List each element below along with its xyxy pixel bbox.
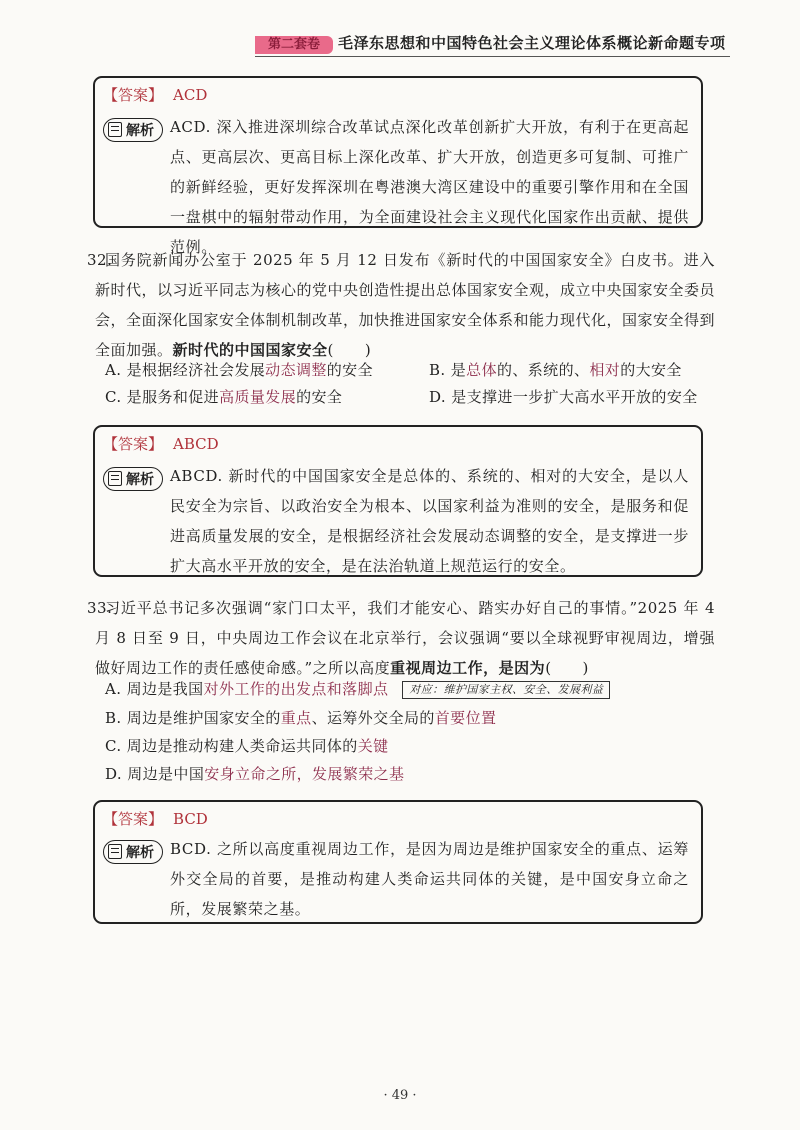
option-highlight: 相对 [589, 361, 621, 379]
section-tab: 第二套卷 [255, 36, 333, 54]
option-text: D. 周边是中国 [105, 765, 205, 783]
answer-row [103, 808, 208, 829]
option-b [105, 703, 496, 733]
answer-row [103, 433, 219, 454]
question-body: 国务院新闻办公室于 2025 年 5 月 12 日发布《新时代的中国国家安全》白皮书。进入新时代，以习近平同志为核心的党中央创造性提出总体国家安全观，成立中央国家安全委员会，全面深化国家安全体制机制改革，加快推进国家安全体系和能力现代化，国家安全得到全面加强。 [95, 251, 716, 359]
answer-label: 【答案】 [103, 810, 164, 828]
notebook-icon [108, 844, 122, 859]
option-text: 的、系统的、 [496, 361, 590, 379]
analysis-label: 解析 [126, 123, 154, 139]
answer-label: 【答案】 [103, 435, 164, 453]
option-highlight: 总体 [466, 361, 497, 379]
question-32 [87, 245, 716, 365]
option-highlight: 高质量发展 [219, 388, 297, 406]
question-body: 习近平总书记多次强调“家门口太平，我们才能安心、踏实办好自己的事情。”2025 年 4 月 8 日至 9 日，中央周边工作会议在北京举行，会议强调“要以全球视野审视周边，增强做好周边工作的责任感使命感。”之所以高度 [95, 599, 715, 677]
option-highlight: 关键 [357, 737, 389, 755]
question-text [95, 593, 715, 683]
analysis-label: 解析 [126, 472, 154, 488]
option-highlight: 重点 [280, 709, 312, 727]
option-highlight: 动态调整 [265, 361, 327, 379]
analysis-label: 解析 [126, 845, 154, 861]
answer-value: ABCD [173, 435, 219, 453]
option-text: B. 是 [429, 361, 467, 379]
option-d [105, 759, 404, 789]
option-highlight: 安身立命之所，发展繁荣之基 [204, 765, 405, 783]
page-header [0, 0, 800, 58]
question-33 [87, 593, 715, 683]
analysis-tag [103, 467, 163, 491]
option-text: 、运筹外交全局的 [311, 709, 435, 727]
option-text: A. 周边是我国 [105, 680, 204, 698]
option-a [105, 355, 373, 385]
option-highlight: 首要位置 [434, 709, 497, 727]
question-text [95, 245, 715, 365]
option-text: C. 是服务和促进 [105, 388, 220, 406]
option-highlight: 对外工作的出发点和落脚点 [203, 680, 389, 698]
answer-value: BCD [173, 810, 208, 828]
answer-label: 【答案】 [103, 86, 164, 104]
notebook-icon [108, 471, 122, 486]
option-text: 的安全 [326, 361, 373, 379]
question-stem: 新时代的中国国家安全 [172, 341, 328, 359]
analysis-tag [103, 118, 163, 142]
answer-box-32 [93, 425, 703, 577]
answer-box-31 [93, 76, 703, 256]
answer-blank: ( ) [327, 341, 372, 359]
answer-row [103, 84, 207, 105]
analysis-text: ACD. 深入推进深圳综合改革试点深化改革创新扩大开放，有利于在更高起点、更高层次、更高目标上深化改革、扩大开放，创造更多可复制、可推广的新鲜经验，更好发挥深圳在粤港澳大湾区建设中的重要引擎作用和在全国一盘棋中的辐射带动作用，为全面建设社会主义现代化国家作出贡献、提供范例。 [170, 118, 689, 256]
option-text: A. 是根据经济社会发展 [105, 361, 266, 379]
option-text: B. 周边是维护国家安全的 [105, 709, 281, 727]
option-b [429, 355, 682, 385]
answer-blank: ( ) [545, 659, 589, 677]
analysis-text: BCD. 之所以高度重视周边工作，是因为周边是维护国家安全的重点、运筹外交全局的首要，是推动构建人类命运共同体的关键，是中国安身立命之所，发展繁荣之基。 [170, 840, 689, 918]
answer-box-33 [93, 800, 703, 924]
question-number: 32. [87, 251, 113, 269]
answer-value: ACD [173, 86, 208, 104]
analysis-tag [103, 840, 163, 864]
notebook-icon [108, 122, 122, 137]
question-stem: 重视周边工作，是因为 [390, 659, 546, 677]
question-number: 33. [87, 599, 113, 617]
option-c [105, 382, 342, 412]
handwritten-note: 对应：维护国家主权、安全、发展利益 [402, 681, 610, 699]
option-c [105, 731, 389, 761]
analysis-text: ABCD. 新时代的中国国家安全是总体的、系统的、相对的大安全，是以人民安全为宗旨、以政治安全为根本、以国家利益为准则的安全，是服务和促进高质量发展的安全，是根据经济社会发展动态调整的安全，是支撑进一步扩大高水平开放的安全，是在法治轨道上规范运行的安全。 [170, 467, 689, 575]
option-text: 的大安全 [620, 361, 682, 379]
option-d: D. 是支撑进一步扩大高水平开放的安全 [429, 388, 698, 406]
option-text: C. 周边是推动构建人类命运共同体的 [105, 737, 358, 755]
page-number: · 49 · [383, 1088, 417, 1103]
header-rule [255, 56, 730, 57]
option-text: 的安全 [296, 388, 343, 406]
book-title: 毛泽东思想和中国特色社会主义理论体系概论新命题专项 [338, 34, 726, 52]
option-a [105, 674, 610, 704]
